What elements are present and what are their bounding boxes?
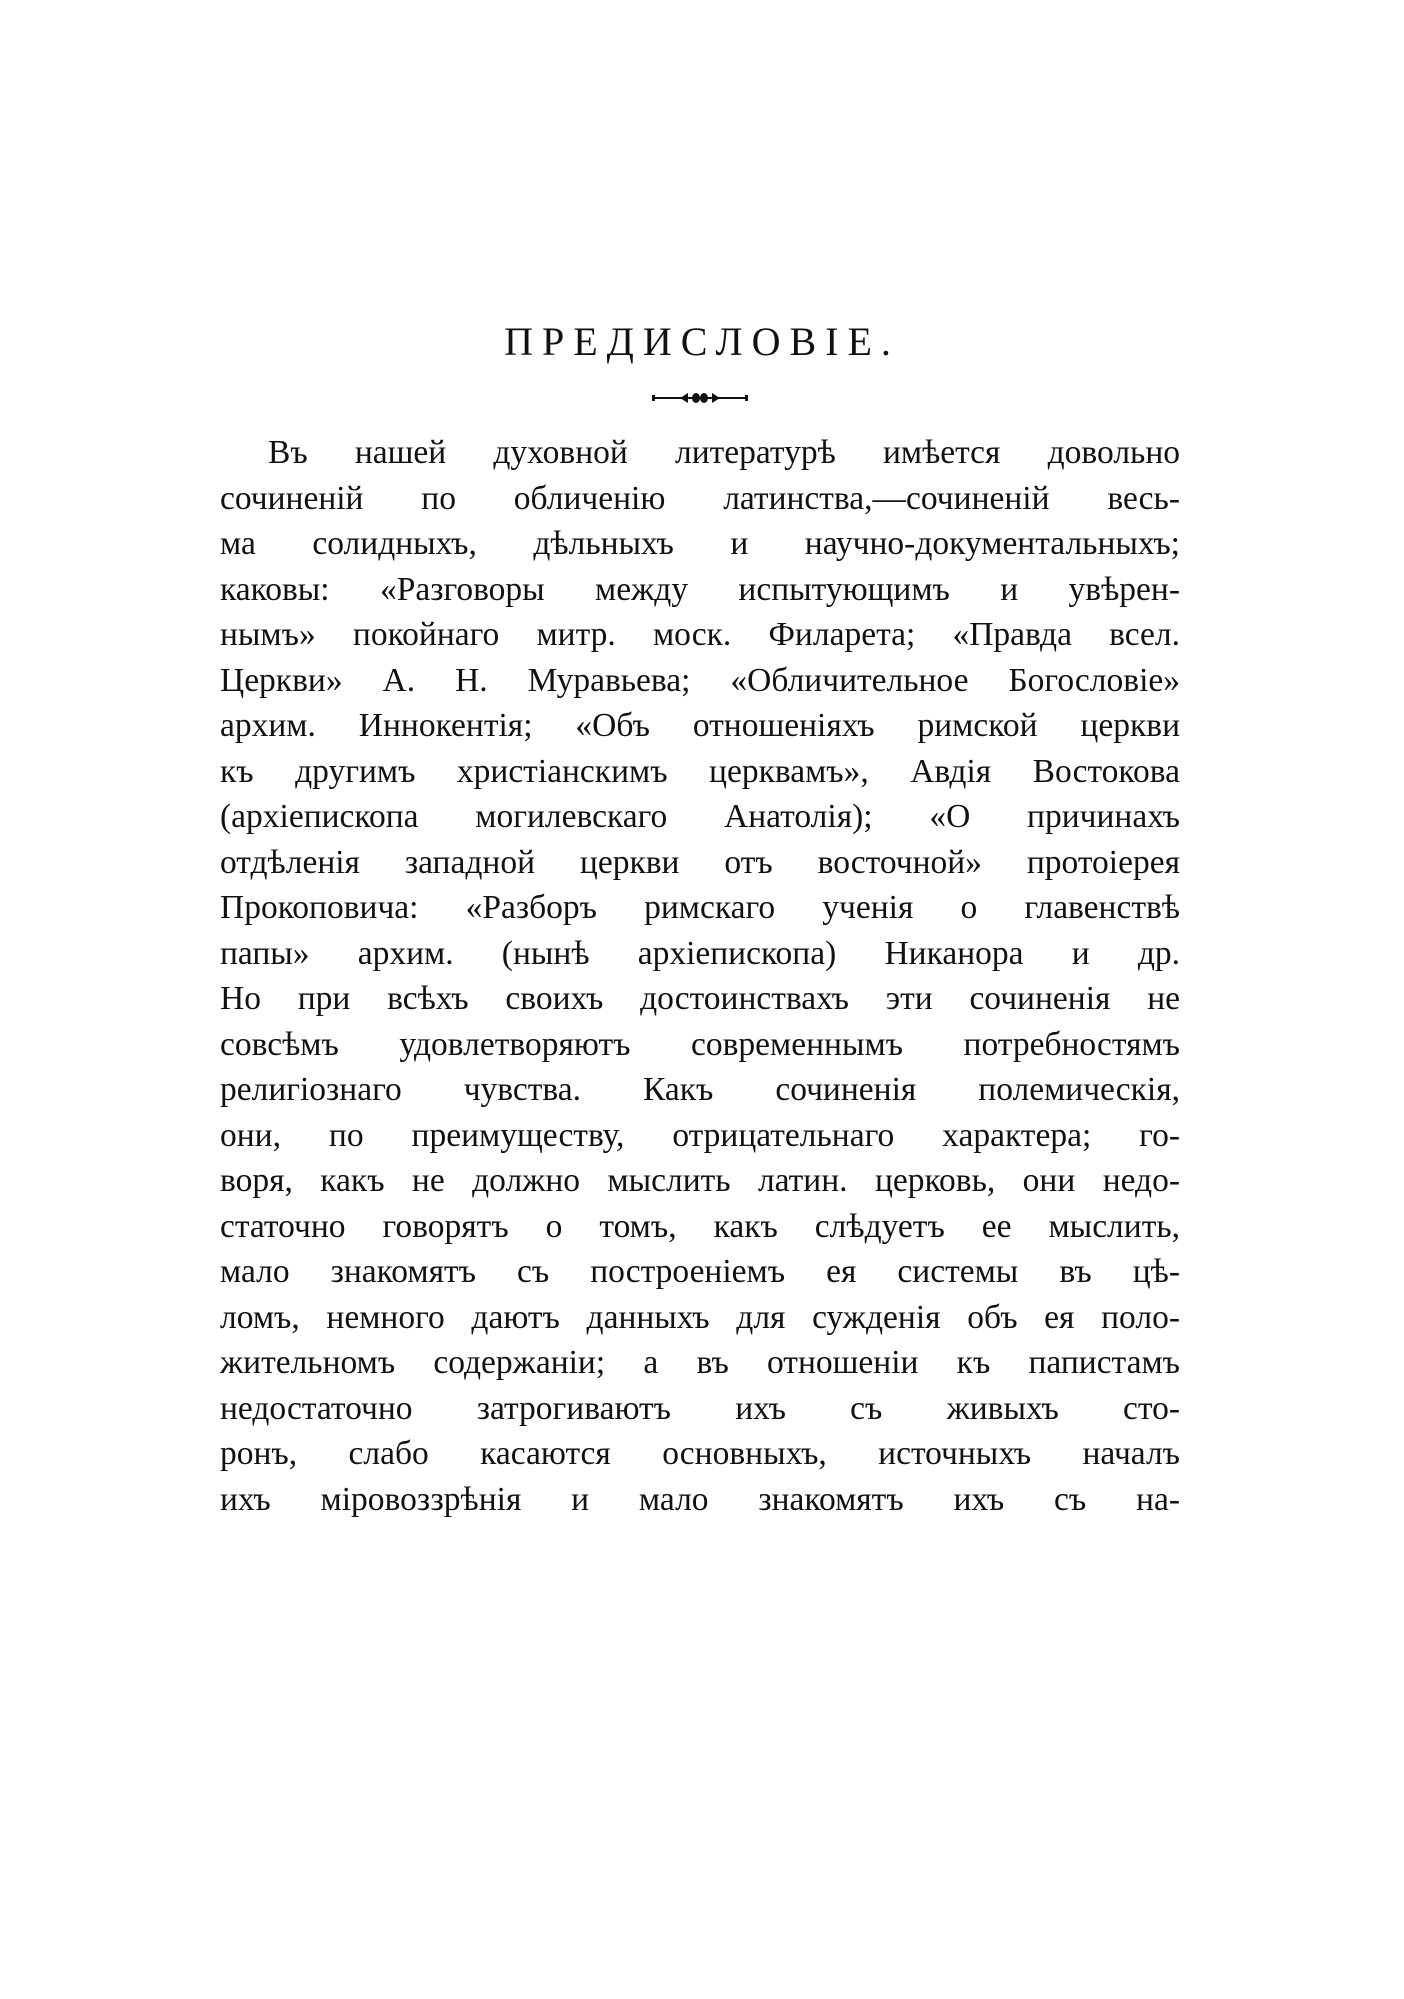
text-line: недостаточно затрогиваютъ ихъ съ живыхъ сто- xyxy=(220,1389,1180,1427)
text-line: отдѣленія западной церкви отъ восточной» протоіерея xyxy=(220,843,1180,881)
preface-paragraph xyxy=(220,430,1180,1522)
text-line: Прокоповича: «Разборъ римскаго ученія о главенствѣ xyxy=(220,889,1180,926)
text-line: ронъ, слабо касаются основныхъ, источныхъ началъ xyxy=(220,1435,1180,1472)
ornament-divider-icon xyxy=(650,390,750,406)
text-line: сочиненій по обличенію латинства,—сочиненій весь- xyxy=(220,479,1180,517)
text-line: архим. Иннокентія; «Объ отношеніяхъ римской церкви xyxy=(220,707,1180,744)
text-line: они, по преимуществу, отрицательнаго характера; го- xyxy=(220,1116,1180,1154)
text-line: жительномъ содержаніи; а въ отношеніи къ папистамъ xyxy=(220,1344,1180,1381)
text-line: Но при всѣхъ своихъ достоинствахъ эти сочиненія не xyxy=(220,980,1180,1017)
text-line: нымъ» покойнаго митр. моск. Филарета; «Правда всел. xyxy=(220,616,1180,653)
text-line: каковы: «Разговоры между испытующимъ и увѣрен- xyxy=(220,570,1180,608)
text-line: папы» архим. (нынѣ архіепископа) Никанора и др. xyxy=(220,934,1180,972)
text-line: къ другимъ христіанскимъ церквамъ», Авдія Востокова xyxy=(220,752,1180,790)
text-line: мало знакомятъ съ построеніемъ ея системы въ цѣ- xyxy=(220,1253,1180,1290)
text-line: ихъ міровоззрѣнія и мало знакомятъ ихъ съ на- xyxy=(220,1480,1180,1518)
text-line: ломъ, немного даютъ данныхъ для сужденія объ ея поло- xyxy=(220,1298,1180,1336)
text-line: воря, какъ не должно мыслить латин. церковь, они недо- xyxy=(220,1162,1180,1199)
page-title: ПРЕДИСЛОВІЕ. xyxy=(504,319,900,364)
text-line: совсѣмъ удовлетворяютъ современнымъ потребностямъ xyxy=(220,1025,1180,1063)
text-line: статочно говорятъ о томъ, какъ слѣдуетъ ее мыслить, xyxy=(220,1207,1180,1245)
text-line: Церкви» А. Н. Муравьева; «Обличительное Богословіе» xyxy=(220,661,1180,699)
text-line: религіознаго чувства. Какъ сочиненія полемическія, xyxy=(220,1071,1180,1108)
text-line: ма солидныхъ, дѣльныхъ и научно-документальныхъ; xyxy=(220,525,1180,562)
text-line: (архіепископа могилевскаго Анатолія); «О причинахъ xyxy=(220,798,1180,835)
text-line: Въ нашей духовной литературѣ имѣется довольно xyxy=(268,434,1180,471)
